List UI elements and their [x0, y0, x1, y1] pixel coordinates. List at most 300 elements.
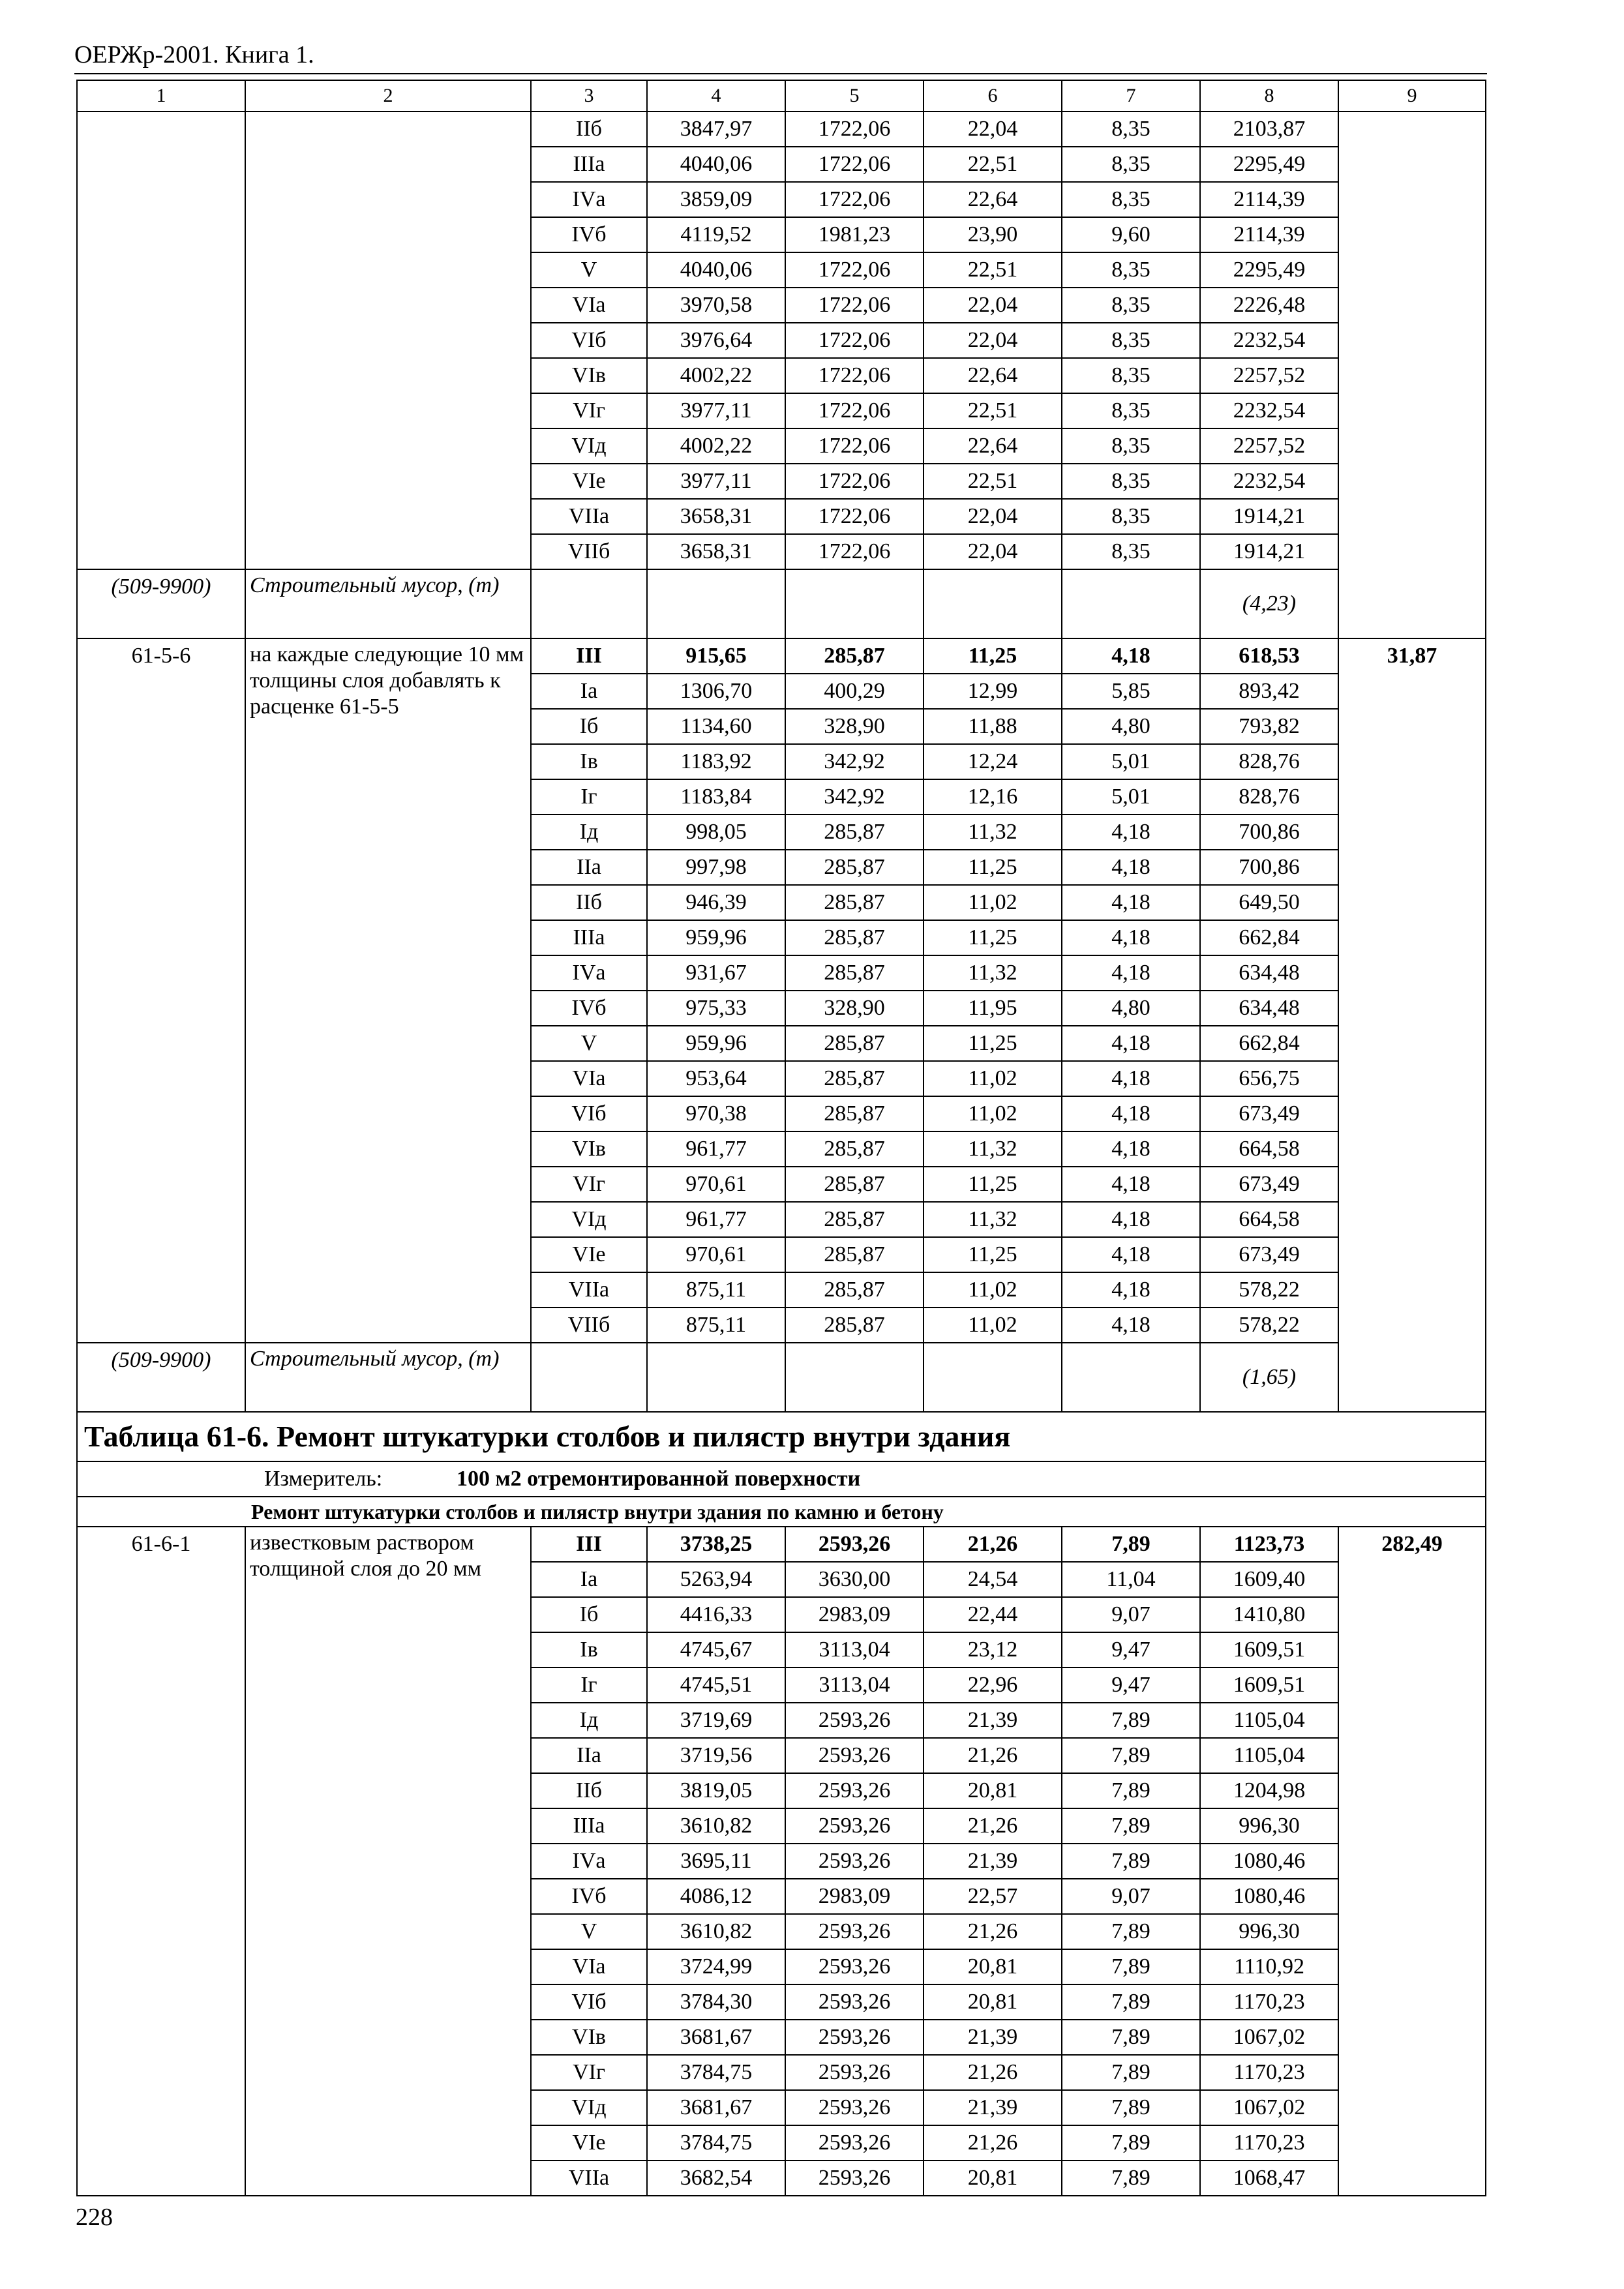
value-cell: 975,33: [647, 991, 785, 1026]
value-cell: 22,64: [924, 358, 1062, 393]
value-cell: 953,64: [647, 1061, 785, 1096]
column-header: 2: [245, 80, 531, 112]
value-cell: 662,84: [1200, 920, 1338, 955]
table-row: [77, 112, 1486, 147]
value-cell: 8,35: [1062, 393, 1200, 428]
table-row: [77, 1343, 1486, 1412]
value-cell: 7,89: [1062, 1703, 1200, 1738]
value-cell: 9,60: [1062, 217, 1200, 252]
zone-cell: IVа: [531, 955, 647, 991]
value-cell: 673,49: [1200, 1237, 1338, 1272]
value-cell: 285,87: [785, 850, 924, 885]
value-cell: 11,02: [924, 1272, 1062, 1308]
zone-cell: Iв: [531, 744, 647, 779]
value-cell: 828,76: [1200, 744, 1338, 779]
zone-cell: IIIа: [531, 147, 647, 182]
value-cell: 11,95: [924, 991, 1062, 1026]
zone-cell: VIIб: [531, 1308, 647, 1343]
value-cell: 1722,06: [785, 112, 924, 147]
value-cell: 342,92: [785, 779, 924, 815]
value-cell: 11,04: [1062, 1562, 1200, 1597]
value-cell: 11,25: [924, 638, 1062, 674]
value-cell: 4002,22: [647, 358, 785, 393]
value-cell: 4745,51: [647, 1668, 785, 1703]
value-cell: 21,39: [924, 2090, 1062, 2125]
description-cell: на каждые следующие 10 мм толщины слоя добавлять к расценке 61-5-5: [245, 638, 531, 1343]
zone-cell: IIб: [531, 112, 647, 147]
value-cell: 285,87: [785, 920, 924, 955]
value-cell: 4,18: [1062, 885, 1200, 920]
value-cell: 793,82: [1200, 709, 1338, 744]
zone-cell: VIг: [531, 1167, 647, 1202]
value-cell: 4119,52: [647, 217, 785, 252]
value-cell: 4002,22: [647, 428, 785, 464]
value-cell: 1170,23: [1200, 2055, 1338, 2090]
zone-cell: IVб: [531, 991, 647, 1026]
zone-cell: Iв: [531, 1632, 647, 1668]
value-cell: 285,87: [785, 1308, 924, 1343]
value-cell: 4086,12: [647, 1879, 785, 1914]
value-cell: 1722,06: [785, 288, 924, 323]
value-cell: 3976,64: [647, 323, 785, 358]
value-cell: 1609,40: [1200, 1562, 1338, 1597]
value-cell: 3630,00: [785, 1562, 924, 1597]
zone-cell: VIIа: [531, 1272, 647, 1308]
value-cell: 21,26: [924, 2125, 1062, 2161]
rates-table: [76, 80, 1486, 2196]
value-cell: 959,96: [647, 1026, 785, 1061]
value-cell: 2593,26: [785, 1808, 924, 1844]
table-row: [77, 569, 1486, 638]
value-cell: 2114,39: [1200, 182, 1338, 217]
waste-code: (509-9900): [77, 1343, 245, 1412]
value-cell: 3977,11: [647, 464, 785, 499]
value-cell: 1609,51: [1200, 1668, 1338, 1703]
zone-cell: III: [531, 1527, 647, 1562]
value-cell: 21,39: [924, 1703, 1062, 1738]
value-cell: 2593,26: [785, 1703, 924, 1738]
value-cell: 3719,69: [647, 1703, 785, 1738]
zone-cell: VIд: [531, 2090, 647, 2125]
value-cell: 1105,04: [1200, 1738, 1338, 1773]
zone-cell: VIб: [531, 323, 647, 358]
value-cell: 996,30: [1200, 1914, 1338, 1949]
zone-cell: IVб: [531, 1879, 647, 1914]
empty-cell: [785, 1343, 924, 1412]
value-cell: 7,89: [1062, 2055, 1200, 2090]
value-cell: 2103,87: [1200, 112, 1338, 147]
value-cell: 1722,06: [785, 534, 924, 569]
value-cell: 8,35: [1062, 323, 1200, 358]
zone-cell: IIIа: [531, 1808, 647, 1844]
zone-cell: VIе: [531, 2125, 647, 2161]
code-cell: [77, 112, 245, 569]
value-cell: 12,16: [924, 779, 1062, 815]
value-cell: 4,18: [1062, 1202, 1200, 1237]
value-cell: 959,96: [647, 920, 785, 955]
value-cell: 4040,06: [647, 252, 785, 288]
value-cell: 7,89: [1062, 1984, 1200, 2020]
zone-cell: IVа: [531, 1844, 647, 1879]
value-cell: 4,18: [1062, 955, 1200, 991]
empty-cell: [924, 1343, 1062, 1412]
zone-cell: VIб: [531, 1984, 647, 2020]
page-header-title: ОЕРЖр-2001. Книга 1.: [74, 41, 314, 68]
value-cell: 328,90: [785, 991, 924, 1026]
code-cell: 61-5-6: [77, 638, 245, 1343]
zone-cell: VIд: [531, 428, 647, 464]
value-cell: 875,11: [647, 1272, 785, 1308]
value-cell: 23,90: [924, 217, 1062, 252]
value-cell: 7,89: [1062, 2161, 1200, 2196]
value-cell: 282,49: [1338, 1527, 1486, 2196]
value-cell: 20,81: [924, 1984, 1062, 2020]
value-cell: 1722,06: [785, 252, 924, 288]
value-cell: 7,89: [1062, 1914, 1200, 1949]
value-cell: 2593,26: [785, 1844, 924, 1879]
value-cell: 578,22: [1200, 1272, 1338, 1308]
zone-cell: III: [531, 638, 647, 674]
value-cell: 3784,75: [647, 2125, 785, 2161]
zone-cell: VIв: [531, 2020, 647, 2055]
zone-cell: VIб: [531, 1096, 647, 1131]
value-cell: 662,84: [1200, 1026, 1338, 1061]
value-cell: 3681,67: [647, 2090, 785, 2125]
value-cell: 3682,54: [647, 2161, 785, 2196]
value-cell: 24,54: [924, 1562, 1062, 1597]
column-header: 9: [1338, 80, 1486, 112]
value-cell: 997,98: [647, 850, 785, 885]
value-cell: 22,96: [924, 1668, 1062, 1703]
value-cell: 634,48: [1200, 955, 1338, 991]
value-cell: 2593,26: [785, 1773, 924, 1808]
table-row: [77, 80, 1486, 112]
value-cell: 21,26: [924, 2055, 1062, 2090]
value-cell: 31,87: [1338, 638, 1486, 1412]
value-cell: 961,77: [647, 1131, 785, 1167]
table-row: [77, 1412, 1486, 1461]
value-cell: 11,02: [924, 1308, 1062, 1343]
value-cell: 1722,06: [785, 182, 924, 217]
zone-cell: VIа: [531, 1061, 647, 1096]
value-cell: 8,35: [1062, 182, 1200, 217]
value-cell: 5,85: [1062, 674, 1200, 709]
value-cell: 12,99: [924, 674, 1062, 709]
value-cell: 285,87: [785, 955, 924, 991]
value-cell: 12,24: [924, 744, 1062, 779]
value-cell: 285,87: [785, 1272, 924, 1308]
empty-cell: [785, 569, 924, 638]
value-cell: 2593,26: [785, 2125, 924, 2161]
value-cell: 3610,82: [647, 1808, 785, 1844]
value-cell: 1170,23: [1200, 1984, 1338, 2020]
value-cell: 285,87: [785, 815, 924, 850]
value-cell: 1914,21: [1200, 499, 1338, 534]
value-cell: 1981,23: [785, 217, 924, 252]
value-cell: 285,87: [785, 1096, 924, 1131]
value-cell: 2114,39: [1200, 217, 1338, 252]
value-cell: 4,18: [1062, 815, 1200, 850]
value-cell: 11,25: [924, 850, 1062, 885]
value-cell: 3819,05: [647, 1773, 785, 1808]
value-cell: 1080,46: [1200, 1844, 1338, 1879]
value-cell: 996,30: [1200, 1808, 1338, 1844]
zone-cell: Iд: [531, 1703, 647, 1738]
value-cell: 649,50: [1200, 885, 1338, 920]
value-cell: 8,35: [1062, 428, 1200, 464]
value-cell: 2983,09: [785, 1879, 924, 1914]
zone-cell: Iг: [531, 1668, 647, 1703]
value-cell: 9,47: [1062, 1632, 1200, 1668]
value-cell: 8,35: [1062, 288, 1200, 323]
value-cell: 11,02: [924, 1061, 1062, 1096]
value-cell: 2593,26: [785, 1738, 924, 1773]
value-cell: 3847,97: [647, 112, 785, 147]
value-cell: 1183,84: [647, 779, 785, 815]
value-cell: 3977,11: [647, 393, 785, 428]
value-cell: 3113,04: [785, 1632, 924, 1668]
value-cell: 20,81: [924, 2161, 1062, 2196]
zone-cell: Iа: [531, 674, 647, 709]
value-cell: 5,01: [1062, 744, 1200, 779]
empty-cell: [647, 1343, 785, 1412]
value-cell: 21,26: [924, 1527, 1062, 1562]
value-cell: 3719,56: [647, 1738, 785, 1773]
value-cell: 3859,09: [647, 182, 785, 217]
value-cell: 5,01: [1062, 779, 1200, 815]
value-cell: 700,86: [1200, 815, 1338, 850]
value-cell: 4,18: [1062, 850, 1200, 885]
zone-cell: Iд: [531, 815, 647, 850]
value-cell: 2593,26: [785, 2055, 924, 2090]
value-cell: 4,18: [1062, 1167, 1200, 1202]
value-cell: 20,81: [924, 1949, 1062, 1984]
value-cell: 2226,48: [1200, 288, 1338, 323]
value-cell: 2257,52: [1200, 428, 1338, 464]
table-row: [77, 1461, 1486, 1497]
value-cell: 7,89: [1062, 1808, 1200, 1844]
column-header: 4: [647, 80, 785, 112]
value-cell: 11,25: [924, 1237, 1062, 1272]
value-cell: 1105,04: [1200, 1703, 1338, 1738]
value-cell: 22,64: [924, 182, 1062, 217]
value-cell: 700,86: [1200, 850, 1338, 885]
zone-cell: IIб: [531, 885, 647, 920]
empty-cell: [1062, 1343, 1200, 1412]
value-cell: 970,61: [647, 1237, 785, 1272]
value-cell: 1609,51: [1200, 1632, 1338, 1668]
value-cell: 2257,52: [1200, 358, 1338, 393]
value-cell: 21,39: [924, 2020, 1062, 2055]
table-row: [77, 1497, 1486, 1527]
value-cell: 11,32: [924, 955, 1062, 991]
value-cell: 1722,06: [785, 147, 924, 182]
value-cell: 8,35: [1062, 147, 1200, 182]
value-cell: 915,65: [647, 638, 785, 674]
column-header: 6: [924, 80, 1062, 112]
value-cell: 1722,06: [785, 393, 924, 428]
value-cell: 1722,06: [785, 499, 924, 534]
measure-row: [77, 1461, 1486, 1497]
value-cell: 2593,26: [785, 2090, 924, 2125]
value-cell: 7,89: [1062, 2090, 1200, 2125]
value-cell: 3970,58: [647, 288, 785, 323]
value-cell: 22,64: [924, 428, 1062, 464]
value-cell: 285,87: [785, 1061, 924, 1096]
empty-cell: [1062, 569, 1200, 638]
value-cell: 3784,75: [647, 2055, 785, 2090]
value-cell: 21,39: [924, 1844, 1062, 1879]
value-cell: 4040,06: [647, 147, 785, 182]
value-cell: 970,61: [647, 1167, 785, 1202]
value-cell: 1914,21: [1200, 534, 1338, 569]
zone-cell: VIе: [531, 1237, 647, 1272]
value-cell: 1722,06: [785, 358, 924, 393]
measure-value: 100 м2 отремонтированной поверхности: [457, 1467, 861, 1491]
value-cell: 664,58: [1200, 1131, 1338, 1167]
empty-cell: [924, 569, 1062, 638]
value-cell: 4,18: [1062, 1131, 1200, 1167]
value-cell: 3113,04: [785, 1668, 924, 1703]
value-cell: 285,87: [785, 1026, 924, 1061]
column-header: 8: [1200, 80, 1338, 112]
table-row: [77, 1527, 1486, 1562]
value-cell: 7,89: [1062, 2020, 1200, 2055]
zone-cell: Iб: [531, 1597, 647, 1632]
zone-cell: VIе: [531, 464, 647, 499]
value-cell: 4,18: [1062, 1272, 1200, 1308]
column-header: 7: [1062, 80, 1200, 112]
value-cell: 998,05: [647, 815, 785, 850]
value-cell: 2593,26: [785, 2161, 924, 2196]
description-cell: известковым раствором толщиной слоя до 20 мм: [245, 1527, 531, 2196]
value-cell: 400,29: [785, 674, 924, 709]
waste-label: Строительный мусор, (т): [245, 569, 531, 638]
value-cell: 8,35: [1062, 534, 1200, 569]
value-cell: 11,32: [924, 815, 1062, 850]
empty-cell: [531, 569, 647, 638]
value-cell: 22,04: [924, 112, 1062, 147]
value-cell: 634,48: [1200, 991, 1338, 1026]
value-cell: 578,22: [1200, 1308, 1338, 1343]
value-cell: 7,89: [1062, 1949, 1200, 1984]
value-cell: 4,18: [1062, 1026, 1200, 1061]
value-cell: 656,75: [1200, 1061, 1338, 1096]
value-cell: 22,04: [924, 499, 1062, 534]
value-cell: 22,51: [924, 252, 1062, 288]
zone-cell: IIб: [531, 1773, 647, 1808]
value-cell: 2232,54: [1200, 393, 1338, 428]
value-cell: 673,49: [1200, 1096, 1338, 1131]
value-cell: 285,87: [785, 638, 924, 674]
header-rule: [74, 73, 1487, 74]
value-cell: 931,67: [647, 955, 785, 991]
value-cell: 328,90: [785, 709, 924, 744]
value-cell: 4416,33: [647, 1597, 785, 1632]
value-cell: 22,04: [924, 534, 1062, 569]
value-cell: 285,87: [785, 1202, 924, 1237]
zone-cell: IIа: [531, 1738, 647, 1773]
description-cell: [245, 112, 531, 569]
table-row: [77, 638, 1486, 674]
empty-cell: [647, 569, 785, 638]
value-cell: 4,18: [1062, 1096, 1200, 1131]
column-header: 5: [785, 80, 924, 112]
value-cell: 2593,26: [785, 1949, 924, 1984]
code-cell: 61-6-1: [77, 1527, 245, 2196]
zone-cell: Iг: [531, 779, 647, 815]
value-cell: 8,35: [1062, 464, 1200, 499]
value-cell: 2295,49: [1200, 147, 1338, 182]
value-cell: 8,35: [1062, 499, 1200, 534]
value-cell: 20,81: [924, 1773, 1062, 1808]
value-cell: 3658,31: [647, 534, 785, 569]
value-cell: 22,57: [924, 1879, 1062, 1914]
value-cell: 7,89: [1062, 1844, 1200, 1879]
value-cell: 8,35: [1062, 252, 1200, 288]
zone-cell: IVб: [531, 217, 647, 252]
value-cell: 2593,26: [785, 1527, 924, 1562]
value-cell: 893,42: [1200, 674, 1338, 709]
value-cell: 2593,26: [785, 2020, 924, 2055]
value-cell: 7,89: [1062, 2125, 1200, 2161]
value-cell: 21,26: [924, 1914, 1062, 1949]
value-cell: 1080,46: [1200, 1879, 1338, 1914]
value-cell: 11,32: [924, 1131, 1062, 1167]
value-cell: 22,44: [924, 1597, 1062, 1632]
column-9-cell: [1338, 112, 1486, 638]
value-cell: 4,18: [1062, 1237, 1200, 1272]
subsection-row: [77, 1497, 1486, 1527]
value-cell: 4,18: [1062, 920, 1200, 955]
value-cell: 946,39: [647, 885, 785, 920]
column-header: 3: [531, 80, 647, 112]
value-cell: 2983,09: [785, 1597, 924, 1632]
value-cell: 342,92: [785, 744, 924, 779]
value-cell: 11,88: [924, 709, 1062, 744]
value-cell: 1204,98: [1200, 1773, 1338, 1808]
zone-cell: IIIа: [531, 920, 647, 955]
value-cell: 2232,54: [1200, 323, 1338, 358]
value-cell: 2593,26: [785, 1984, 924, 2020]
value-cell: 1134,60: [647, 709, 785, 744]
value-cell: 21,26: [924, 1738, 1062, 1773]
value-cell: 961,77: [647, 1202, 785, 1237]
value-cell: 1068,47: [1200, 2161, 1338, 2196]
waste-label: Строительный мусор, (т): [245, 1343, 531, 1412]
value-cell: 1067,02: [1200, 2090, 1338, 2125]
zone-cell: VIв: [531, 358, 647, 393]
value-cell: 22,51: [924, 147, 1062, 182]
zone-cell: V: [531, 1914, 647, 1949]
value-cell: 4,80: [1062, 709, 1200, 744]
value-cell: 828,76: [1200, 779, 1338, 815]
zone-cell: IVа: [531, 182, 647, 217]
empty-cell: [531, 1343, 647, 1412]
value-cell: 5263,94: [647, 1562, 785, 1597]
value-cell: 285,87: [785, 885, 924, 920]
value-cell: 11,32: [924, 1202, 1062, 1237]
measure-label: Измеритель:: [264, 1467, 383, 1491]
zone-cell: VIг: [531, 2055, 647, 2090]
value-cell: 22,51: [924, 393, 1062, 428]
zone-cell: VIIб: [531, 534, 647, 569]
zone-cell: V: [531, 1026, 647, 1061]
zone-cell: VIг: [531, 393, 647, 428]
value-cell: 1722,06: [785, 323, 924, 358]
value-cell: 11,25: [924, 1167, 1062, 1202]
value-cell: 1170,23: [1200, 2125, 1338, 2161]
